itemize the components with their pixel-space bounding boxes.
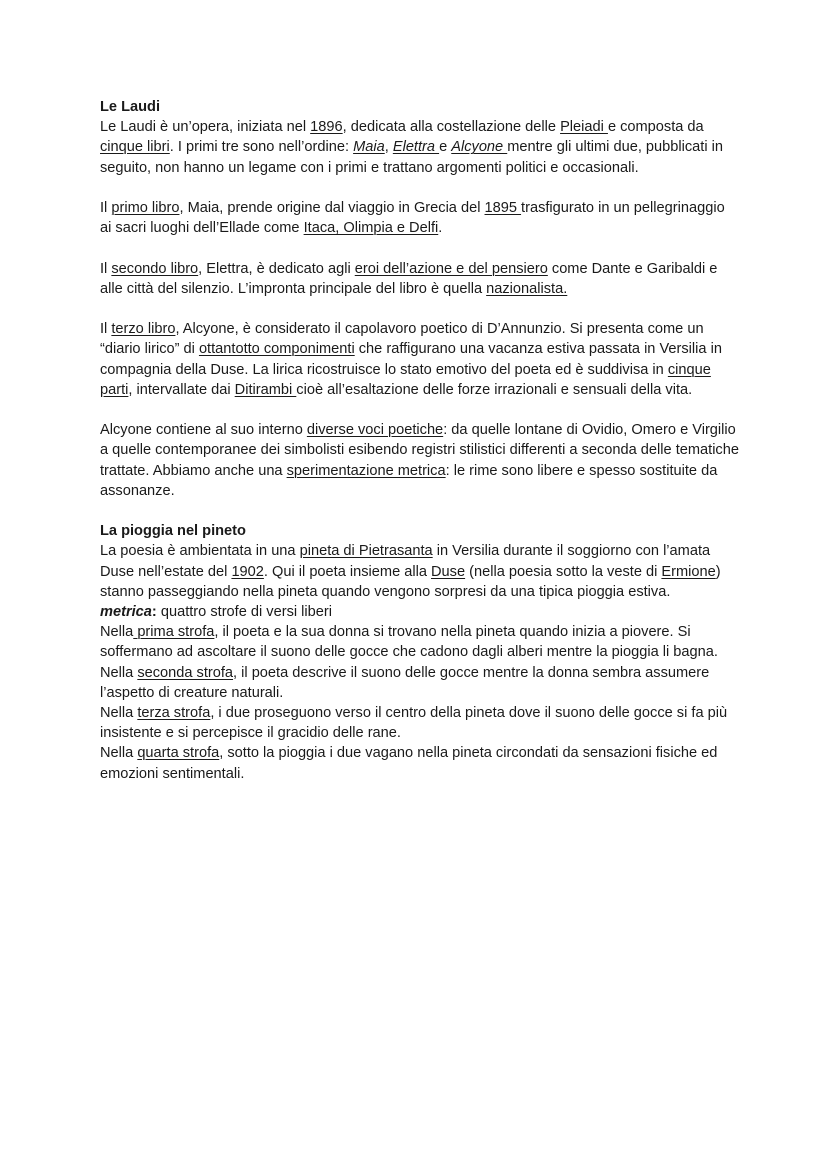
text-span: Nella <box>100 705 138 722</box>
text-span: . I primi tre sono nell’ordine: <box>169 139 354 156</box>
document-page <box>100 97 740 784</box>
underlined-luoghi: Itaca, Olimpia e Delfi <box>303 220 439 237</box>
underlined-ditirambi: Ditirambi <box>234 381 297 398</box>
paragraph-prima-strofa <box>100 622 740 662</box>
paragraph-metrica <box>100 602 740 622</box>
text-span: , Maia, prende origine dal viaggio in Grecia del <box>179 200 485 216</box>
underlined-ottantotto: ottantotto componimenti <box>198 341 355 358</box>
underlined-year-1896: 1896 <box>310 119 343 136</box>
underlined-ermione: Ermione <box>661 563 716 580</box>
underlined-elettra: Elettra <box>392 139 440 156</box>
text-span: cioè all’esaltazione delle forze irrazionali e sensuali della vita. <box>296 381 693 398</box>
underlined-secondo-libro: secondo libro <box>111 260 199 277</box>
text-span: : le rime sono libere e spesso sostituite da assonanze. <box>100 462 718 499</box>
text-span: trasfigurato in un pellegrinaggio ai sacri luoghi dell’Ellade come <box>100 200 725 237</box>
underlined-primo-libro: primo libro <box>111 200 180 216</box>
underlined-voci: diverse voci poetiche <box>306 422 444 439</box>
paragraph-alcyone-voci <box>100 420 740 501</box>
text-span: , <box>384 139 393 156</box>
text-span: e composta da <box>607 119 704 136</box>
paragraph-gap <box>100 178 740 198</box>
text-span: come Dante e Garibaldi e alle città del silenzio. L’impronta principale del libro è quella <box>100 260 718 297</box>
paragraph-gap <box>100 501 740 521</box>
underlined-pineta: pineta di Pietrasanta <box>299 543 433 560</box>
text-span: Il <box>100 200 112 216</box>
text-span: Alcyone contiene al suo interno <box>100 422 307 439</box>
underlined-eroi: eroi dell’azione e del pensiero <box>354 260 548 277</box>
paragraph-seconda-strofa <box>100 663 740 703</box>
text-span: Nella <box>100 664 138 681</box>
text-span: Nella <box>100 624 134 641</box>
text-span: Nella <box>100 745 138 762</box>
paragraph-quarta-strofa <box>100 743 740 783</box>
paragraph-gap <box>100 400 740 420</box>
text-span: : da quelle lontane di Ovidio, Omero e Virgilio a quelle contemporanee dei simbolisti esibendo registri stilistici differenti a seconda delle tematiche trattate. Abbiamo anche una <box>100 422 739 479</box>
text-span: Il <box>100 321 112 338</box>
paragraph-laudi-intro <box>100 117 740 178</box>
metrica-colon: : <box>151 604 157 620</box>
text-span: mentre gli ultimi due, pubblicati in seguito, non hanno un legame con i primi e trattano argomenti politici e occasionali. <box>100 139 724 176</box>
text-span: , Elettra, è dedicato agli <box>198 260 355 277</box>
text-span: in Versilia durante il soggiorno con l’amata Duse nell’estate del <box>100 543 711 580</box>
text-span: Le Laudi è un’opera, iniziata nel <box>100 119 311 136</box>
text-span: La poesia è ambientata in una <box>100 543 300 560</box>
text-span: , Alcyone, è considerato il capolavoro poetico di D’Annunzio. Si presenta come un “diario lirico” di <box>100 321 704 358</box>
underlined-duse: Duse <box>431 563 466 580</box>
paragraph-terza-strofa <box>100 703 740 743</box>
text-span: , i due proseguono verso il centro della pineta dove il suono delle gocce si fa più insistente e si percepisce il gracidio delle rane. <box>100 705 728 742</box>
paragraph-secondo-libro <box>100 259 740 299</box>
paragraph-gap <box>100 299 740 319</box>
text-span: quattro strofe di versi liberi <box>156 604 332 620</box>
section-title-laudi: Le Laudi <box>100 99 160 115</box>
underlined-cinque-libri: cinque libri <box>100 139 170 156</box>
underlined-quarta-strofa: quarta strofa <box>137 745 220 762</box>
text-span: . Qui il poeta insieme alla <box>263 563 432 580</box>
text-span: . <box>438 220 443 237</box>
underlined-alcyone: Alcyone <box>451 139 508 156</box>
text-span: , il poeta descrive il suono delle gocce mentre la donna sembra assumere l’aspetto di creature naturali. <box>100 664 710 701</box>
paragraph-gap <box>100 238 740 258</box>
underlined-nazionalista: nazionalista. <box>486 280 568 297</box>
text-span: (nella poesia sotto la veste di <box>465 563 662 580</box>
text-span: Il <box>100 260 112 277</box>
underlined-prima-strofa: prima strofa <box>133 624 215 641</box>
paragraph-primo-libro <box>100 198 740 238</box>
underlined-terza-strofa: terza strofa <box>137 705 211 722</box>
underlined-cinque-parti: cinque parti <box>100 361 711 398</box>
metrica-label: metrica <box>100 604 152 620</box>
text-span: , sotto la pioggia i due vagano nella pineta circondati da sensazioni fisiche ed emozioni sentimentali. <box>100 745 718 782</box>
underlined-terzo-libro: terzo libro <box>111 321 176 338</box>
text-span: , il poeta e la sua donna si trovano nella pineta quando inizia a piovere. Si soffermano ad ascoltare il suono delle gocce che cadono dagli alberi mentre la pioggia li bagna. <box>100 624 718 661</box>
underlined-seconda-strofa: seconda strofa <box>137 664 234 681</box>
paragraph-terzo-libro <box>100 319 740 400</box>
paragraph-pioggia-intro <box>100 541 740 602</box>
underlined-maia: Maia <box>353 139 385 156</box>
text-span: e <box>439 139 452 156</box>
underlined-sperimentazione: sperimentazione metrica <box>286 462 446 479</box>
underlined-pleiadi: Pleiadi <box>560 119 608 136</box>
text-span: ) stanno passeggiando nella pineta quando vengono sorpresi da una tipica pioggia estiva. <box>100 563 721 600</box>
text-span: che raffigurano una vacanza estiva passata in Versilia in compagnia della Duse. La lirica ricostruisce lo stato emotivo del poeta ed è suddivisa in <box>100 341 722 378</box>
underlined-year-1895: 1895 <box>484 200 522 216</box>
underlined-year-1902: 1902 <box>231 563 264 580</box>
section-title-pioggia: La pioggia nel pineto <box>100 523 246 540</box>
text-span: , dedicata alla costellazione delle <box>342 119 561 136</box>
text-span: , intervallate dai <box>128 381 235 398</box>
